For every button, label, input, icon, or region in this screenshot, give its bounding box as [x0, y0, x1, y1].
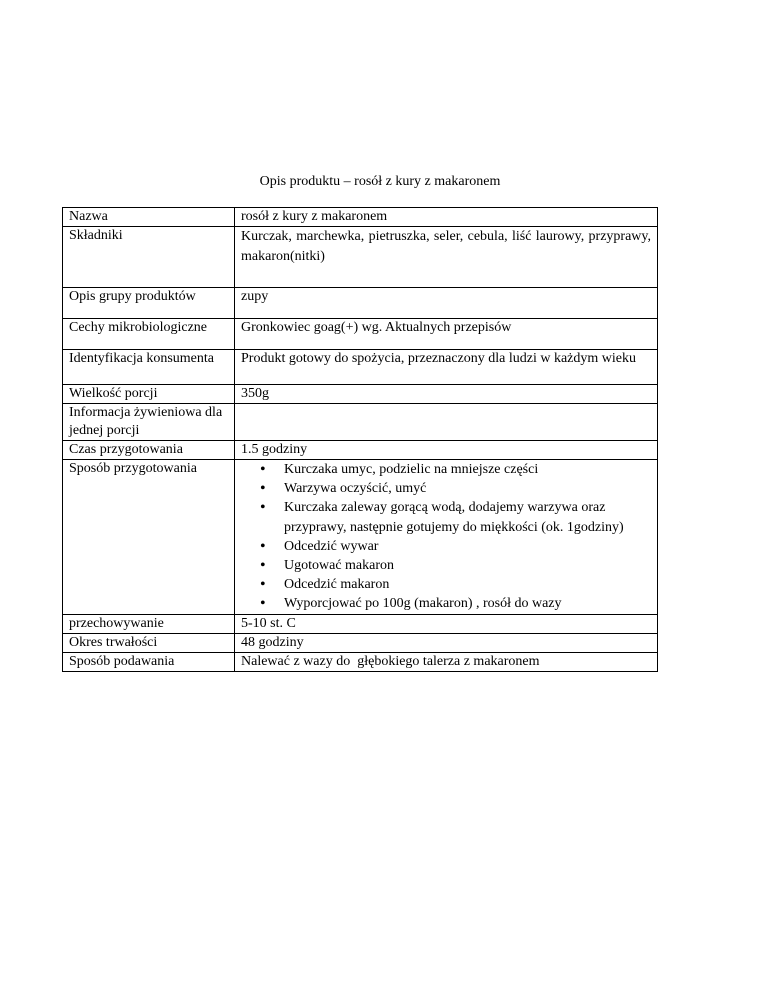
row-value: 1.5 godziny	[235, 441, 658, 460]
table-row-cechy	[63, 319, 658, 350]
row-value: Gronkowiec goag(+) wg. Aktualnych przepisów	[235, 319, 658, 350]
row-value: zupy	[235, 288, 658, 319]
row-label: Wielkość porcji	[63, 385, 235, 404]
preparation-steps-list	[241, 460, 651, 614]
list-item: • Wyporcjować po 100g (makaron) , rosół do wazy	[284, 594, 651, 613]
row-label: Sposób przygotowania	[63, 460, 235, 615]
list-item: • Ugotować makaron	[284, 556, 651, 575]
row-value: 350g	[235, 385, 658, 404]
row-label: Identyfikacja konsumenta	[63, 350, 235, 385]
table-row-informacja	[63, 404, 658, 441]
table-row-okres	[63, 633, 658, 652]
row-label: Nazwa	[63, 208, 235, 227]
table-row-podawanie	[63, 652, 658, 671]
row-label: przechowywanie	[63, 614, 235, 633]
table-row-przechowywanie	[63, 614, 658, 633]
list-item: • Kurczaka zaleway gorącą wodą, dodajemy warzywa oraz przyprawy, następnie gotujemy do miękkości (ok. 1godziny)	[284, 498, 651, 536]
row-value: Produkt gotowy do spożycia, przeznaczony dla ludzi w każdym wieku	[235, 350, 658, 385]
product-spec-table	[62, 207, 658, 672]
table-row-sposob-przygotowania	[63, 460, 658, 615]
row-value: 48 godziny	[235, 633, 658, 652]
row-label: Informacja żywieniowa dla jednej porcji	[63, 404, 235, 441]
list-item: • Odcedzić wywar	[284, 537, 651, 556]
table-row-czas	[63, 441, 658, 460]
row-value: rosół z kury z makaronem	[235, 208, 658, 227]
table-row-wielkosc	[63, 385, 658, 404]
row-value: 5-10 st. C	[235, 614, 658, 633]
row-label: Opis grupy produktów	[63, 288, 235, 319]
page-title: Opis produktu – rosół z kury z makaronem	[259, 174, 501, 189]
table-row-identyfikacja	[63, 350, 658, 385]
list-item: • Kurczaka umyc, podzielic na mniejsze części	[284, 460, 651, 479]
row-label: Czas przygotowania	[63, 441, 235, 460]
table-row-nazwa	[63, 208, 658, 227]
row-label: Składniki	[63, 227, 235, 288]
list-item: • Odcedzić makaron	[284, 575, 651, 594]
row-label: Okres trwałości	[63, 633, 235, 652]
row-label: Sposób podawania	[63, 652, 235, 671]
row-value	[235, 460, 658, 615]
row-value: Nalewać z wazy do głębokiego talerza z makaronem	[235, 652, 658, 671]
row-value	[235, 404, 658, 441]
row-label: Cechy mikrobiologiczne	[63, 319, 235, 350]
table-row-skladniki	[63, 227, 658, 288]
list-item: • Warzywa oczyścić, umyć	[284, 479, 651, 498]
table-row-opis-grupy	[63, 288, 658, 319]
row-value: Kurczak, marchewka, pietruszka, seler, cebula, liść laurowy, przyprawy, makaron(nitki)	[235, 227, 658, 288]
